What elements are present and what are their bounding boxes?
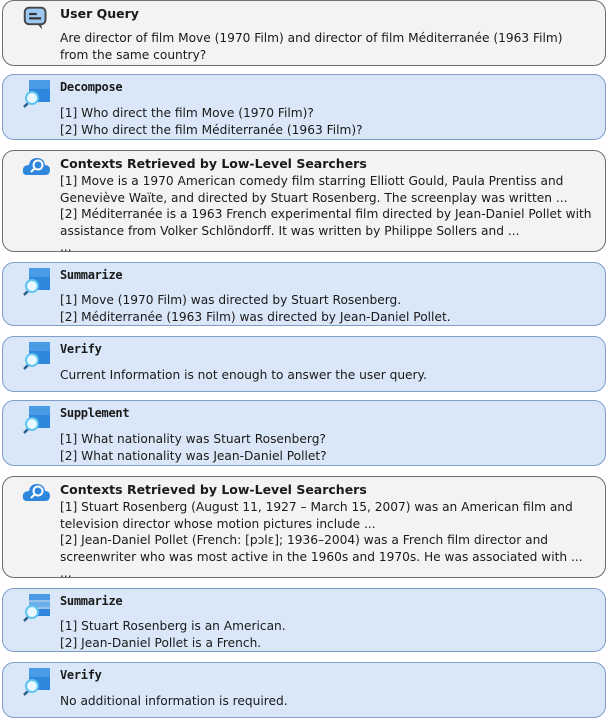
step-content [60, 499, 597, 582]
decompose-box [2, 74, 606, 140]
document-search-icon [21, 405, 51, 435]
content-line: [2] Jean-Daniel Pollet (French: [pɔlɛ]; 1936–2004) was a French film director and [60, 533, 549, 547]
chat-bubble-icon [23, 6, 49, 32]
table-search-icon [21, 593, 51, 623]
step-content [60, 173, 597, 256]
content-line: assistance from Volker Schlöndorff. It was written by Philippe Sollers and ... [60, 223, 520, 238]
step-content [60, 292, 597, 325]
content-line: [2] Who direct the film Méditerranée (1963 Film)? [60, 122, 363, 137]
user-query-box [2, 0, 606, 66]
content-line: [1] Move (1970 Film) was directed by Stuart Rosenberg. [60, 293, 402, 307]
document-search-icon [21, 341, 51, 371]
summarize-box [2, 588, 606, 652]
content-line: [2] Méditerranée is a 1963 French experimental film directed by Jean-Daniel Pollet with [60, 207, 592, 221]
cloud-search-icon [21, 153, 51, 183]
verify-box [2, 662, 606, 718]
content-line: [2] Méditerranée (1963 Film) was directed by Jean-Daniel Pollet. [60, 309, 451, 324]
content-line: [1] Move is a 1970 American comedy film starring Elliott Gould, Paula Prentiss and [60, 174, 564, 188]
summarize-box [2, 262, 606, 326]
content-line: ... [60, 240, 72, 254]
content-line: from the same country? [60, 47, 207, 62]
content-line: [1] Stuart Rosenberg (August 11, 1927 – March 15, 2007) was an American film and [60, 500, 573, 514]
step-title: Supplement [60, 406, 130, 420]
step-title: Contexts Retrieved by Low-Level Searchers [60, 156, 367, 171]
content-line: [2] What nationality was Jean-Daniel Pollet? [60, 448, 327, 463]
content-line: [1] What nationality was Stuart Rosenberg? [60, 432, 326, 446]
document-search-icon [21, 267, 51, 297]
step-title: Verify [60, 342, 102, 356]
step-content [60, 693, 597, 710]
content-line: No additional information is required. [60, 694, 288, 708]
document-search-icon [21, 79, 51, 109]
step-title: Summarize [60, 268, 123, 282]
cloud-search-icon [21, 479, 51, 509]
verify-box [2, 336, 606, 392]
content-line: Current Information is not enough to answer the user query. [60, 368, 427, 382]
content-line: Are director of film Move (1970 Film) and director of film Méditerranée (1963 Film) [60, 31, 563, 45]
step-content [60, 367, 597, 384]
step-content [60, 618, 597, 651]
step-content [60, 30, 597, 63]
content-line: [2] Jean-Daniel Pollet is a French. [60, 635, 262, 650]
content-line: Geneviève Waïte, and directed by Stuart Rosenberg. The screenplay was written ... [60, 190, 568, 205]
step-content [60, 431, 597, 464]
step-title: Summarize [60, 594, 123, 608]
document-search-icon [21, 667, 51, 697]
step-title: User Query [60, 6, 139, 21]
contexts-retrieved-box [2, 150, 606, 252]
supplement-box [2, 400, 606, 466]
step-content [60, 105, 597, 138]
contexts-retrieved-box [2, 476, 606, 578]
content-line: television director whose motion pictures include ... [60, 516, 376, 531]
content-line: [1] Who direct the film Move (1970 Film)? [60, 106, 314, 120]
step-title: Decompose [60, 80, 123, 94]
step-title: Verify [60, 668, 102, 682]
content-line: ... [60, 566, 72, 580]
content-line: screenwriter who was most active in the 1960s and 1970s. He was associated with ... [60, 549, 583, 564]
step-title: Contexts Retrieved by Low-Level Searchers [60, 482, 367, 497]
content-line: [1] Stuart Rosenberg is an American. [60, 619, 286, 633]
